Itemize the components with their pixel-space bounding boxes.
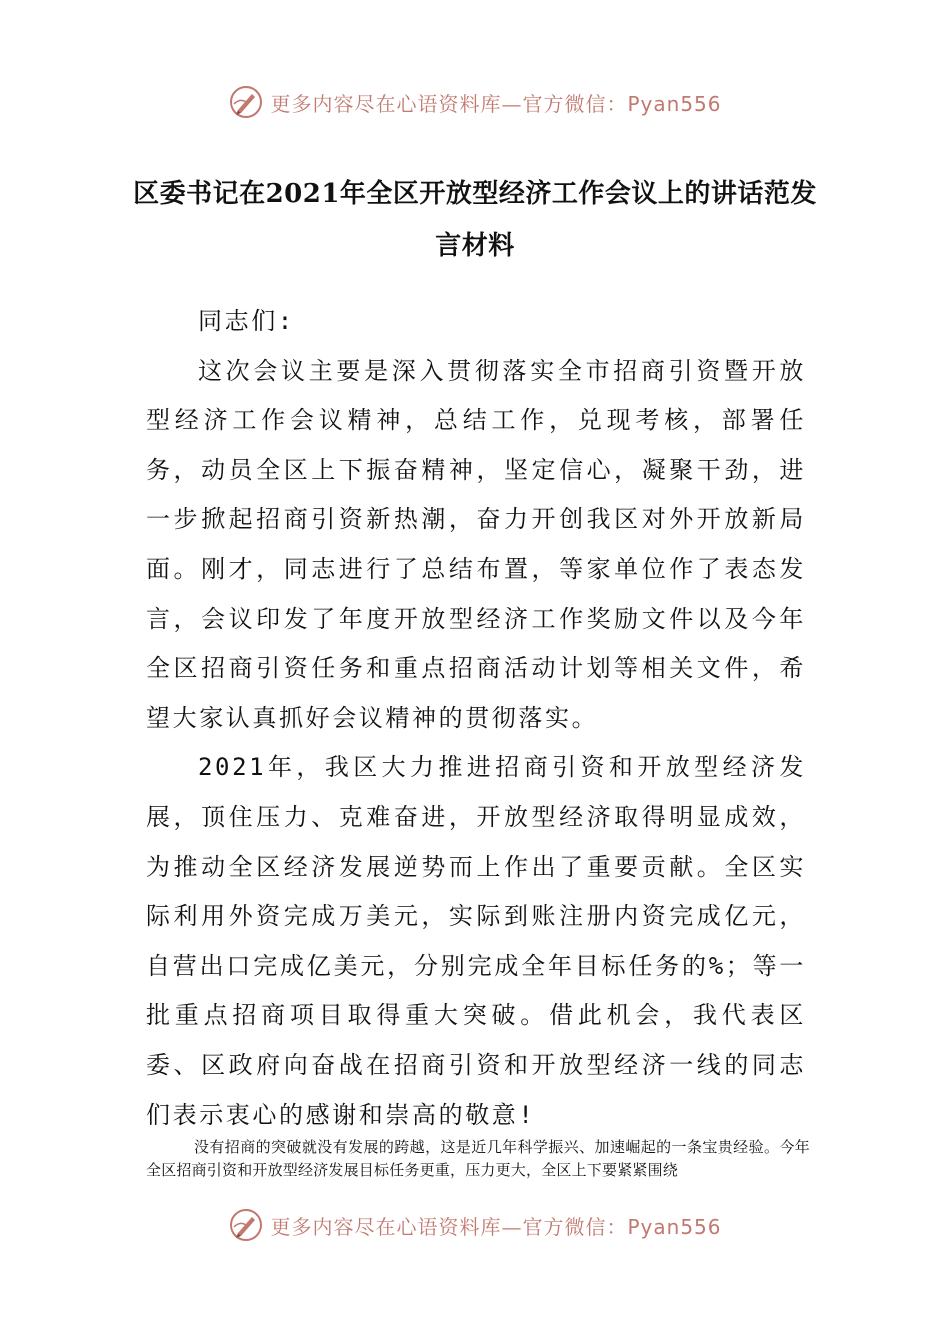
header-watermark-banner	[0, 82, 950, 122]
pen-logo-icon	[228, 1207, 264, 1243]
pen-logo-icon	[228, 84, 264, 120]
wechat-id: Pyan556	[627, 1214, 722, 1239]
paragraph: 这次会议主要是深入贯彻落实全市招商引资暨开放型经济工作会议精神，总结工作，兑现考核，部署任务，动员全区上下振奋精神，坚定信心，凝聚干劲，进一步掀起招商引资新热潮，奋力开创我区对外开放新局面。刚才，同志进行了总结布置，等家单位作了表态发言，会议印发了年度开放型经济工作奖励文件以及今年全区招商引资任务和重点招商活动计划等相关文件，希望大家认真抓好会议精神的贯彻落实。	[146, 356, 806, 732]
paragraph: 2021年，我区大力推进招商引资和开放型经济发展，顶住压力、克难奋进，开放型经济取得明显成效，为推动全区经济发展逆势而上作出了重要贡献。全区实际利用外资完成万美元，实际到账注册内资完成亿元，自营出口完成亿美元，分别完成全年目标任务的%；等一批重点招商项目取得重大突破。借此机会，我代表区委、区政府向奋战在招商引资和开放型经济一线的同志们表示衷心的感谢和崇高的敬意!	[146, 753, 806, 1129]
footer-watermark-banner	[0, 1205, 950, 1245]
banner-text: 更多内容尽在心语资料库—官方微信：Pyan556	[270, 1214, 722, 1239]
wechat-id: Pyan556	[627, 91, 722, 116]
document-body	[146, 297, 806, 1140]
paragraph: 没有招商的突破就没有发展的跨越，这是近几年科学振兴、加速崛起的一条宝贵经验。今年全区招商引资和开放型经济发展目标任务更重，压力更大，全区上下要紧紧围绕	[146, 1138, 810, 1179]
salutation: 同志们:	[198, 307, 295, 335]
banner-text: 更多内容尽在心语资料库—官方微信：Pyan556	[270, 91, 722, 116]
small-print-paragraph	[146, 1136, 810, 1182]
document-title: 区委书记在2021年全区开放型经济工作会议上的讲话范发言材料	[133, 179, 817, 261]
